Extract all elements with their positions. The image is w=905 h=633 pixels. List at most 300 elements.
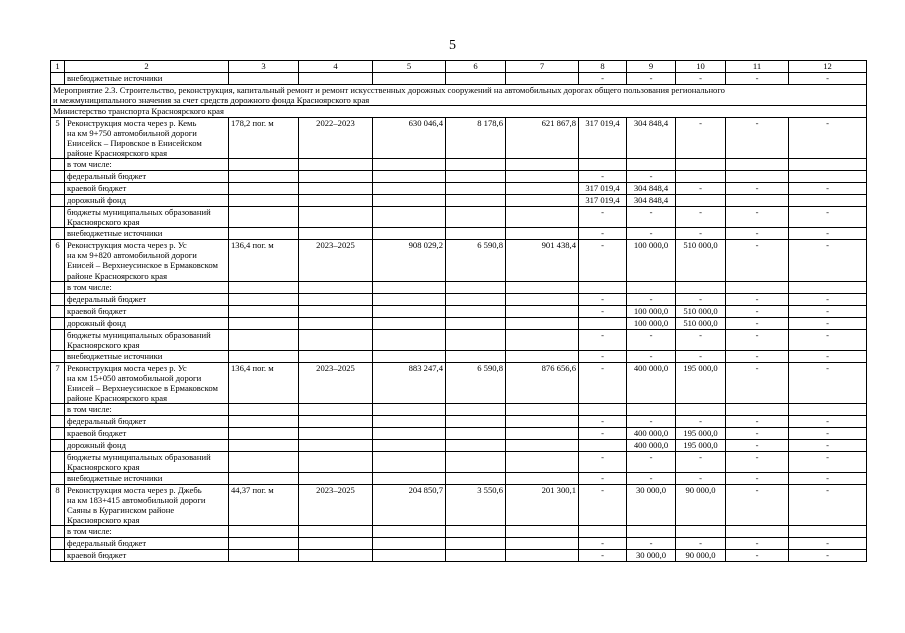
cell-col-10: - bbox=[676, 350, 726, 362]
row-label: в том числе: bbox=[65, 281, 229, 293]
cell-col-5 bbox=[373, 281, 446, 293]
cell-col-3 bbox=[229, 171, 299, 183]
cell-col-4 bbox=[299, 73, 373, 85]
row-label: федеральный бюджет bbox=[65, 538, 229, 550]
cell-col-7 bbox=[506, 329, 579, 350]
cell-col-8: 317 019,4 bbox=[579, 195, 627, 207]
cell-col-11: - bbox=[726, 415, 789, 427]
cell-col-7 bbox=[506, 183, 579, 195]
cell-col-3 bbox=[229, 228, 299, 240]
cell-col-7 bbox=[506, 439, 579, 451]
cell-col-12: - bbox=[789, 439, 867, 451]
cell-col-9 bbox=[627, 526, 676, 538]
cell-col-11: - bbox=[726, 427, 789, 439]
funding-row bbox=[51, 350, 867, 362]
cell-col-11: - bbox=[726, 183, 789, 195]
cell-col-5 bbox=[373, 228, 446, 240]
cell-col-12: - bbox=[789, 451, 867, 472]
row-label: дорожный фонд bbox=[65, 195, 229, 207]
row-label: бюджеты муниципальных образований Красноярского края bbox=[65, 451, 229, 472]
cell-col-4 bbox=[299, 329, 373, 350]
funding-row bbox=[51, 183, 867, 195]
cell-col-7 bbox=[506, 415, 579, 427]
column-header-3: 3 bbox=[229, 61, 299, 73]
cell-col-7: 621 867,8 bbox=[506, 118, 579, 159]
column-header-7: 7 bbox=[506, 61, 579, 73]
cell-col-11: - bbox=[726, 329, 789, 350]
cell-col-9: 30 000,0 bbox=[627, 550, 676, 562]
cell-col-10: - bbox=[676, 228, 726, 240]
cell-col-6 bbox=[446, 350, 506, 362]
cell-col-11: - bbox=[726, 550, 789, 562]
cell-col-7 bbox=[506, 73, 579, 85]
cell-col-6 bbox=[446, 171, 506, 183]
cell-col-3 bbox=[229, 403, 299, 415]
row-label: краевой бюджет bbox=[65, 550, 229, 562]
cell-col-11: - bbox=[726, 484, 789, 525]
cell-col-7 bbox=[506, 526, 579, 538]
cell-col-10 bbox=[676, 526, 726, 538]
cell-col-4 bbox=[299, 403, 373, 415]
cell-col-11 bbox=[726, 403, 789, 415]
cell-col-8: - bbox=[579, 427, 627, 439]
cell-col-9: - bbox=[627, 207, 676, 228]
funding-row bbox=[51, 526, 867, 538]
cell-col-10: - bbox=[676, 207, 726, 228]
cell-col-5 bbox=[373, 350, 446, 362]
cell-col-7 bbox=[506, 350, 579, 362]
cell-col-8: - bbox=[579, 451, 627, 472]
cell-col-3 bbox=[229, 317, 299, 329]
project-row bbox=[51, 118, 867, 159]
cell-col-3 bbox=[229, 427, 299, 439]
cell-col-5 bbox=[373, 73, 446, 85]
cell-col-7 bbox=[506, 538, 579, 550]
cell-col-9: 100 000,0 bbox=[627, 305, 676, 317]
cell-col-12: - bbox=[789, 484, 867, 525]
cell-col-6 bbox=[446, 427, 506, 439]
cell-col-12: - bbox=[789, 350, 867, 362]
funding-row bbox=[51, 415, 867, 427]
cell-col-7 bbox=[506, 472, 579, 484]
cell-col-5: 908 029,2 bbox=[373, 240, 446, 281]
column-header-6: 6 bbox=[446, 61, 506, 73]
cell-col-3 bbox=[229, 439, 299, 451]
cell-col-12: - bbox=[789, 329, 867, 350]
funding-row bbox=[51, 73, 867, 85]
table-header-row bbox=[51, 61, 867, 73]
cell-col-8: - bbox=[579, 228, 627, 240]
cell-col-3 bbox=[229, 195, 299, 207]
cell-col-10 bbox=[676, 171, 726, 183]
cell-col-6 bbox=[446, 415, 506, 427]
row-label: внебюджетные источники bbox=[65, 73, 229, 85]
cell-col-7 bbox=[506, 293, 579, 305]
cell-col-11 bbox=[726, 281, 789, 293]
cell-col-5 bbox=[373, 403, 446, 415]
cell-col-10: 195 000,0 bbox=[676, 362, 726, 403]
cell-col-9: 304 848,4 bbox=[627, 183, 676, 195]
cell-col-7 bbox=[506, 550, 579, 562]
cell-col-4 bbox=[299, 159, 373, 171]
cell-col-6: 6 590,8 bbox=[446, 240, 506, 281]
cell-col-11 bbox=[726, 526, 789, 538]
cell-col-4 bbox=[299, 207, 373, 228]
project-row bbox=[51, 240, 867, 281]
cell-col-12: - bbox=[789, 472, 867, 484]
cell-col-6 bbox=[446, 73, 506, 85]
cell-col-11 bbox=[726, 159, 789, 171]
cell-col-9: 304 848,4 bbox=[627, 195, 676, 207]
cell-col-9: - bbox=[627, 350, 676, 362]
cell-col-7 bbox=[506, 207, 579, 228]
budget-table bbox=[50, 60, 867, 562]
cell-col-4 bbox=[299, 538, 373, 550]
cell-col-10 bbox=[676, 403, 726, 415]
cell-col-6 bbox=[446, 472, 506, 484]
cell-col-3: 178,2 пог. м bbox=[229, 118, 299, 159]
cell-col-8: - bbox=[579, 293, 627, 305]
cell-col-8: - bbox=[579, 350, 627, 362]
cell-col-11: - bbox=[726, 73, 789, 85]
row-label: бюджеты муниципальных образований Красноярского края bbox=[65, 329, 229, 350]
cell-col-5 bbox=[373, 293, 446, 305]
cell-col-8: - bbox=[579, 207, 627, 228]
cell-col-5 bbox=[373, 472, 446, 484]
cell-col-4 bbox=[299, 415, 373, 427]
cell-col-11: - bbox=[726, 305, 789, 317]
cell-col-4: 2022–2023 bbox=[299, 118, 373, 159]
row-number bbox=[51, 195, 65, 207]
cell-col-8: - bbox=[579, 484, 627, 525]
funding-row bbox=[51, 159, 867, 171]
cell-col-5 bbox=[373, 329, 446, 350]
row-number bbox=[51, 73, 65, 85]
cell-col-11: - bbox=[726, 538, 789, 550]
row-label: внебюджетные источники bbox=[65, 350, 229, 362]
section-row bbox=[51, 106, 867, 118]
cell-col-6 bbox=[446, 195, 506, 207]
row-label: внебюджетные источники bbox=[65, 228, 229, 240]
cell-col-12 bbox=[789, 526, 867, 538]
cell-col-10: 510 000,0 bbox=[676, 317, 726, 329]
funding-row bbox=[51, 451, 867, 472]
row-number bbox=[51, 472, 65, 484]
cell-col-3 bbox=[229, 526, 299, 538]
cell-col-3 bbox=[229, 329, 299, 350]
row-label: в том числе: bbox=[65, 526, 229, 538]
cell-col-8: - bbox=[579, 415, 627, 427]
row-number: 5 bbox=[51, 118, 65, 159]
cell-col-6 bbox=[446, 317, 506, 329]
cell-col-4: 2023–2025 bbox=[299, 484, 373, 525]
cell-col-3 bbox=[229, 538, 299, 550]
cell-col-11: - bbox=[726, 240, 789, 281]
cell-col-7: 901 438,4 bbox=[506, 240, 579, 281]
cell-col-12: - bbox=[789, 207, 867, 228]
cell-col-7 bbox=[506, 195, 579, 207]
cell-col-6 bbox=[446, 281, 506, 293]
cell-col-9: 100 000,0 bbox=[627, 317, 676, 329]
cell-col-3: 136,4 пог. м bbox=[229, 240, 299, 281]
cell-col-11: - bbox=[726, 439, 789, 451]
cell-col-8: - bbox=[579, 171, 627, 183]
cell-col-5 bbox=[373, 159, 446, 171]
cell-col-11: - bbox=[726, 317, 789, 329]
column-header-1: 1 bbox=[51, 61, 65, 73]
funding-row bbox=[51, 329, 867, 350]
cell-col-9: 400 000,0 bbox=[627, 362, 676, 403]
cell-col-11: - bbox=[726, 207, 789, 228]
cell-col-8: 317 019,4 bbox=[579, 183, 627, 195]
cell-col-10: 510 000,0 bbox=[676, 305, 726, 317]
cell-col-9: - bbox=[627, 171, 676, 183]
cell-col-5: 204 850,7 bbox=[373, 484, 446, 525]
cell-col-5 bbox=[373, 195, 446, 207]
cell-col-9 bbox=[627, 403, 676, 415]
cell-col-7 bbox=[506, 427, 579, 439]
cell-col-7 bbox=[506, 403, 579, 415]
cell-col-9: - bbox=[627, 73, 676, 85]
cell-col-5 bbox=[373, 427, 446, 439]
cell-col-4 bbox=[299, 317, 373, 329]
row-label: Реконструкция моста через р. Ус на км 15+050 автомобильной дороги Енисей – Верхнеусинское в Ермаковском районе Красноярского края bbox=[65, 362, 229, 403]
cell-col-11: - bbox=[726, 472, 789, 484]
cell-col-4 bbox=[299, 281, 373, 293]
project-row bbox=[51, 484, 867, 525]
cell-col-9 bbox=[627, 159, 676, 171]
cell-col-10: 90 000,0 bbox=[676, 484, 726, 525]
row-label: краевой бюджет bbox=[65, 183, 229, 195]
funding-row bbox=[51, 538, 867, 550]
row-number bbox=[51, 526, 65, 538]
cell-col-4 bbox=[299, 439, 373, 451]
cell-col-12: - bbox=[789, 550, 867, 562]
cell-col-4 bbox=[299, 183, 373, 195]
cell-col-11: - bbox=[726, 451, 789, 472]
cell-col-8: 317 019,4 bbox=[579, 118, 627, 159]
row-number bbox=[51, 183, 65, 195]
cell-col-8: - bbox=[579, 472, 627, 484]
cell-col-9 bbox=[627, 281, 676, 293]
cell-col-4 bbox=[299, 526, 373, 538]
cell-col-12 bbox=[789, 171, 867, 183]
cell-col-11 bbox=[726, 171, 789, 183]
cell-col-4 bbox=[299, 305, 373, 317]
cell-col-6 bbox=[446, 403, 506, 415]
cell-col-11: - bbox=[726, 362, 789, 403]
cell-col-3: 44,37 пог. м bbox=[229, 484, 299, 525]
cell-col-6 bbox=[446, 451, 506, 472]
cell-col-8: - bbox=[579, 550, 627, 562]
row-number bbox=[51, 550, 65, 562]
cell-col-10: - bbox=[676, 451, 726, 472]
cell-col-3 bbox=[229, 183, 299, 195]
row-label: федеральный бюджет bbox=[65, 171, 229, 183]
funding-row bbox=[51, 427, 867, 439]
column-header-12: 12 bbox=[789, 61, 867, 73]
cell-col-10: 195 000,0 bbox=[676, 439, 726, 451]
cell-col-5 bbox=[373, 305, 446, 317]
funding-row bbox=[51, 403, 867, 415]
cell-col-10: - bbox=[676, 538, 726, 550]
cell-col-12: - bbox=[789, 362, 867, 403]
column-header-4: 4 bbox=[299, 61, 373, 73]
cell-col-7: 201 300,1 bbox=[506, 484, 579, 525]
row-number bbox=[51, 293, 65, 305]
cell-col-9: - bbox=[627, 329, 676, 350]
cell-col-6: 3 550,6 bbox=[446, 484, 506, 525]
row-number bbox=[51, 159, 65, 171]
row-label: Реконструкция моста через р. Ус на км 9+820 автомобильной дороги Енисей – Верхнеусинское в Ермаковском районе Красноярского края bbox=[65, 240, 229, 281]
row-number bbox=[51, 427, 65, 439]
cell-col-8: - bbox=[579, 305, 627, 317]
page-number: 5 bbox=[449, 38, 456, 53]
section-row bbox=[51, 85, 867, 106]
funding-row bbox=[51, 207, 867, 228]
cell-col-10: 510 000,0 bbox=[676, 240, 726, 281]
cell-col-12: - bbox=[789, 305, 867, 317]
row-label: краевой бюджет bbox=[65, 427, 229, 439]
cell-col-10: - bbox=[676, 472, 726, 484]
column-header-2: 2 bbox=[65, 61, 229, 73]
cell-col-12: - bbox=[789, 228, 867, 240]
cell-col-4 bbox=[299, 195, 373, 207]
cell-col-7 bbox=[506, 451, 579, 472]
cell-col-10: - bbox=[676, 118, 726, 159]
cell-col-7 bbox=[506, 171, 579, 183]
column-header-9: 9 bbox=[627, 61, 676, 73]
cell-col-6 bbox=[446, 293, 506, 305]
funding-row bbox=[51, 195, 867, 207]
cell-col-6 bbox=[446, 439, 506, 451]
row-label: краевой бюджет bbox=[65, 305, 229, 317]
cell-col-3 bbox=[229, 415, 299, 427]
cell-col-9: - bbox=[627, 538, 676, 550]
cell-col-9: - bbox=[627, 451, 676, 472]
cell-col-12 bbox=[789, 159, 867, 171]
cell-col-10: - bbox=[676, 293, 726, 305]
cell-col-12: - bbox=[789, 73, 867, 85]
funding-row bbox=[51, 317, 867, 329]
cell-col-5 bbox=[373, 526, 446, 538]
column-header-5: 5 bbox=[373, 61, 446, 73]
cell-col-4 bbox=[299, 550, 373, 562]
cell-col-9: 304 848,4 bbox=[627, 118, 676, 159]
cell-col-4 bbox=[299, 451, 373, 472]
cell-col-3 bbox=[229, 73, 299, 85]
cell-col-8: - bbox=[579, 538, 627, 550]
row-number bbox=[51, 281, 65, 293]
cell-col-9: - bbox=[627, 415, 676, 427]
row-number bbox=[51, 451, 65, 472]
cell-col-5 bbox=[373, 550, 446, 562]
cell-col-6 bbox=[446, 183, 506, 195]
cell-col-12 bbox=[789, 195, 867, 207]
row-number bbox=[51, 228, 65, 240]
row-number bbox=[51, 305, 65, 317]
cell-col-3: 136,4 пог. м bbox=[229, 362, 299, 403]
row-label: федеральный бюджет bbox=[65, 293, 229, 305]
cell-col-5 bbox=[373, 183, 446, 195]
column-header-11: 11 bbox=[726, 61, 789, 73]
cell-col-12: - bbox=[789, 183, 867, 195]
cell-col-5: 630 046,4 bbox=[373, 118, 446, 159]
section-title: Мероприятие 2.3. Строительство, реконструкция, капитальный ремонт и ремонт искусственных дорожных сооружений на автомобильных дорогах общего пользования регионального и межмуниципального значения за счет средств дорожного фонда Красноярского края bbox=[51, 85, 867, 106]
cell-col-5 bbox=[373, 171, 446, 183]
cell-col-10: 195 000,0 bbox=[676, 427, 726, 439]
cell-col-11: - bbox=[726, 118, 789, 159]
cell-col-8: - bbox=[579, 329, 627, 350]
cell-col-4 bbox=[299, 228, 373, 240]
cell-col-12 bbox=[789, 403, 867, 415]
funding-row bbox=[51, 550, 867, 562]
cell-col-11: - bbox=[726, 293, 789, 305]
cell-col-10: - bbox=[676, 183, 726, 195]
row-label: в том числе: bbox=[65, 159, 229, 171]
cell-col-8 bbox=[579, 403, 627, 415]
cell-col-4 bbox=[299, 427, 373, 439]
cell-col-4 bbox=[299, 171, 373, 183]
cell-col-10 bbox=[676, 159, 726, 171]
row-number bbox=[51, 207, 65, 228]
funding-row bbox=[51, 171, 867, 183]
cell-col-10: - bbox=[676, 73, 726, 85]
cell-col-5 bbox=[373, 207, 446, 228]
funding-row bbox=[51, 281, 867, 293]
row-number: 6 bbox=[51, 240, 65, 281]
cell-col-8: - bbox=[579, 362, 627, 403]
cell-col-5 bbox=[373, 451, 446, 472]
cell-col-11: - bbox=[726, 350, 789, 362]
cell-col-4: 2023–2025 bbox=[299, 362, 373, 403]
cell-col-11 bbox=[726, 195, 789, 207]
section-title: Министерство транспорта Красноярского края bbox=[51, 106, 867, 118]
row-number bbox=[51, 415, 65, 427]
cell-col-5 bbox=[373, 317, 446, 329]
cell-col-8 bbox=[579, 439, 627, 451]
row-label: внебюджетные источники bbox=[65, 472, 229, 484]
cell-col-3 bbox=[229, 451, 299, 472]
cell-col-3 bbox=[229, 472, 299, 484]
funding-row bbox=[51, 439, 867, 451]
cell-col-6 bbox=[446, 207, 506, 228]
cell-col-12: - bbox=[789, 293, 867, 305]
cell-col-5 bbox=[373, 415, 446, 427]
cell-col-9: 30 000,0 bbox=[627, 484, 676, 525]
row-label: в том числе: bbox=[65, 403, 229, 415]
column-header-10: 10 bbox=[676, 61, 726, 73]
cell-col-6 bbox=[446, 526, 506, 538]
cell-col-12: - bbox=[789, 118, 867, 159]
cell-col-6 bbox=[446, 228, 506, 240]
cell-col-6 bbox=[446, 305, 506, 317]
row-number bbox=[51, 171, 65, 183]
row-label: дорожный фонд bbox=[65, 317, 229, 329]
cell-col-9: 400 000,0 bbox=[627, 439, 676, 451]
cell-col-5 bbox=[373, 439, 446, 451]
cell-col-5 bbox=[373, 538, 446, 550]
row-number bbox=[51, 317, 65, 329]
cell-col-12: - bbox=[789, 538, 867, 550]
cell-col-7 bbox=[506, 228, 579, 240]
cell-col-3 bbox=[229, 207, 299, 228]
cell-col-9: 100 000,0 bbox=[627, 240, 676, 281]
cell-col-10 bbox=[676, 195, 726, 207]
cell-col-7 bbox=[506, 317, 579, 329]
cell-col-8 bbox=[579, 159, 627, 171]
cell-col-12: - bbox=[789, 240, 867, 281]
